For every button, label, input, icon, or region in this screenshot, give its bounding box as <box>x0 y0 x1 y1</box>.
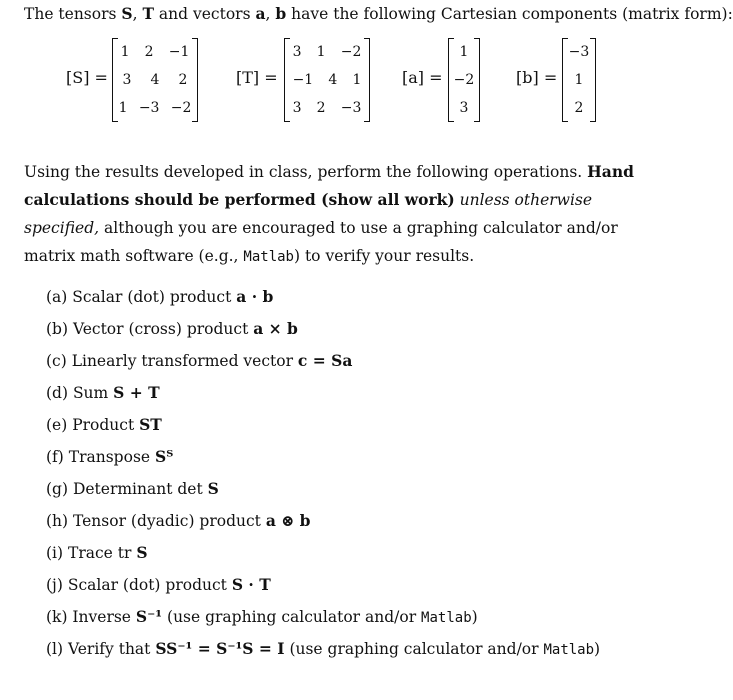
matrix-cell: 3 <box>122 72 132 88</box>
list-item <box>46 607 478 628</box>
matrix-cell: 2 <box>178 72 188 88</box>
matrix-t <box>284 38 370 122</box>
matrix-cell: 4 <box>328 72 338 88</box>
matrix-cell: 3 <box>459 100 469 116</box>
item-math: a ⊗ b <box>265 511 311 530</box>
intro-text: The tensors <box>24 5 122 23</box>
instructions-paragraph <box>24 158 638 271</box>
matrix-cell: −2 <box>170 100 192 116</box>
item-label: (h) Tensor (dyadic) product <box>46 512 266 530</box>
matrix-cell: 2 <box>574 100 584 116</box>
item-tail: (use graphing calculator and/or <box>284 640 544 658</box>
list-item <box>46 319 298 339</box>
item-label: (c) Linearly transformed vector <box>46 352 298 370</box>
matrix-cell: 1 <box>118 100 128 116</box>
instructions-text: ) to verify your results. <box>293 247 475 265</box>
item-label: (f) Transpose <box>46 448 155 466</box>
item-math: S⁻¹ <box>135 607 163 626</box>
comma: , <box>132 5 143 23</box>
list-item <box>46 575 271 595</box>
matrix-cell: 1 <box>459 44 469 60</box>
matrix-cell: −3 <box>340 100 362 116</box>
matrix-row <box>285 38 369 66</box>
list-item <box>46 415 162 435</box>
vector-b-label: [b] = <box>516 68 558 87</box>
intro-sentence <box>24 4 733 24</box>
matrix-cell: 1 <box>352 72 362 88</box>
matrix-t-label: [T] = <box>236 68 278 87</box>
vector-b-matrix <box>562 38 596 122</box>
item-math: a · b <box>236 287 274 306</box>
matrix-row <box>563 38 595 66</box>
vector-a-label: [a] = <box>402 68 443 87</box>
list-item <box>46 383 160 403</box>
matrix-cell: −2 <box>453 72 475 88</box>
matrix-row <box>449 38 479 66</box>
matrix-cell: 3 <box>292 44 302 60</box>
intro-text: and vectors <box>154 5 256 23</box>
list-item <box>46 479 219 499</box>
comma: , <box>265 5 276 23</box>
matrix-cell: −3 <box>568 44 590 60</box>
item-label: (e) Product <box>46 416 140 434</box>
tensor-s: S <box>121 4 133 23</box>
item-label: (b) Vector (cross) product <box>46 320 254 338</box>
intro-text: have the following Cartesian components (matrix form): <box>286 5 733 23</box>
matrix-row <box>449 66 479 94</box>
item-math: ST <box>139 415 162 434</box>
matrix-cell: 1 <box>574 72 584 88</box>
matrix-cell: −1 <box>168 44 190 60</box>
matlab-code: Matlab <box>543 642 595 658</box>
matrix-row <box>285 66 369 94</box>
item-label: (a) Scalar (dot) product <box>46 288 237 306</box>
item-math: S <box>207 479 219 498</box>
item-label: (k) Inverse <box>46 608 136 626</box>
item-math: a × b <box>253 319 298 338</box>
item-math: S + T <box>113 383 160 402</box>
list-item <box>46 447 173 467</box>
matrix-row <box>285 94 369 122</box>
matrix-row <box>113 38 197 66</box>
item-end: ) <box>594 640 601 658</box>
item-label: (l) Verify that <box>46 640 156 658</box>
matrix-row <box>113 66 197 94</box>
list-item <box>46 511 311 531</box>
vector-a-matrix <box>448 38 480 122</box>
matrix-cell: 4 <box>150 72 160 88</box>
instructions-bold: Hand calculations should be performed (show all work) <box>24 162 634 209</box>
list-item <box>46 543 148 563</box>
item-label: (g) Determinant det <box>46 480 208 498</box>
instructions-italic: unless otherwise specified, <box>24 191 593 237</box>
list-item <box>46 639 600 660</box>
matrix-cell: −2 <box>340 44 362 60</box>
matrix-cell: −1 <box>292 72 314 88</box>
matlab-code: Matlab <box>421 610 472 626</box>
item-math: SS⁻¹ = S⁻¹S = I <box>155 639 285 658</box>
list-item <box>46 351 352 371</box>
item-math: S · T <box>231 575 271 594</box>
matrix-cell: 1 <box>316 44 326 60</box>
matrix-s-label: [S] = <box>66 68 108 87</box>
matrix-row <box>563 94 595 122</box>
list-item <box>46 287 273 307</box>
matrix-row <box>563 66 595 94</box>
matrix-cell: 2 <box>316 100 326 116</box>
vector-a: a <box>255 4 266 23</box>
matlab-code: Matlab <box>243 249 294 265</box>
item-end: ) <box>471 608 478 626</box>
vector-b: b <box>275 4 287 23</box>
instructions-text: Using the results developed in class, perform the following operations. <box>24 163 588 181</box>
matrix-cell: −3 <box>138 100 160 116</box>
matrix-row <box>449 94 479 122</box>
instructions-text: although you are encouraged to use a graphing calculator and/or matrix math software (e.g., <box>24 219 618 265</box>
item-label: (j) Scalar (dot) product <box>46 576 232 594</box>
matrix-cell: 3 <box>292 100 302 116</box>
matrix-cell: 1 <box>120 44 130 60</box>
item-tail: (use graphing calculator and/or <box>162 608 422 626</box>
item-label: (d) Sum <box>46 384 114 402</box>
tensor-t: T <box>142 4 154 23</box>
item-math: c = Sa <box>297 351 353 370</box>
matrix-cell: 2 <box>144 44 154 60</box>
matrix-s <box>112 38 198 122</box>
item-label: (i) Trace tr <box>46 544 137 562</box>
item-math: Sᵀ <box>155 447 174 466</box>
matrix-row <box>113 94 197 122</box>
item-math: S <box>136 543 148 562</box>
